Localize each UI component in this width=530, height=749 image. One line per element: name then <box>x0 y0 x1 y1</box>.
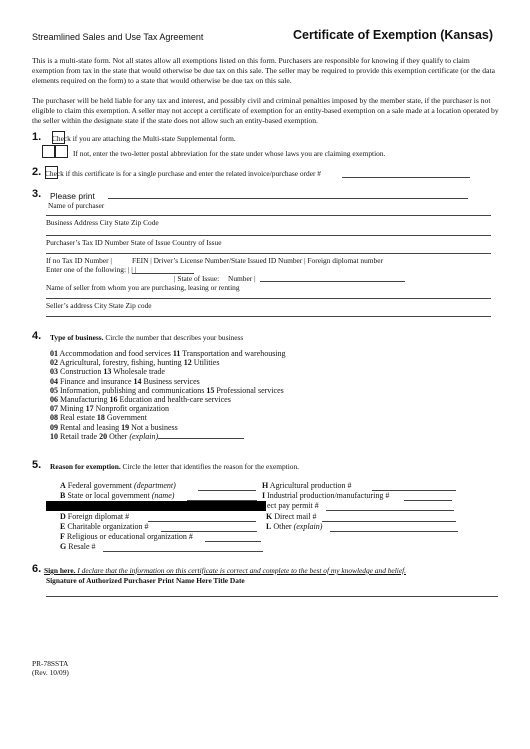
section-1-line2: If not, enter the two-letter postal abbreviation for the state under whose laws you are claiming exemption. <box>73 149 386 158</box>
business-label: Utilities <box>191 358 220 368</box>
section-1-line1: Check if you are attaching the Multi-state Supplemental form. <box>52 134 236 143</box>
reason-a-text: Federal government <box>65 481 134 490</box>
declaration-text: I declare that the information on this certificate is correct and complete to the best of my knowledge and belief. <box>75 566 407 575</box>
business-label: Other <box>107 431 130 441</box>
business-code: 09 <box>50 422 58 432</box>
reason-k[interactable] <box>266 512 316 521</box>
business-type-row[interactable] <box>50 413 147 422</box>
signature-fields-label: Signature of Authorized Purchaser Print Name Here Title Date <box>46 576 245 585</box>
other-explain-line[interactable] <box>158 432 244 439</box>
business-code: 19 <box>121 422 130 432</box>
reason-a-letter: A <box>60 481 66 490</box>
reason-d-text: Foreign diplomat # <box>65 512 130 521</box>
intro-paragraph-2: The purchaser will be held liable for any tax and interest, and possibly civil and criminal penalties imposed by the member state, if the purchaser is not eligible to claim this exemption. A seller may not accept a certificate of exemption for an entity-based exemption on a sale made at a location operated by the seller within the designate state if the state does not allow such an entity-based exemption. <box>32 96 499 125</box>
name-of-purchaser-label: Name of purchaser <box>48 201 105 210</box>
reason-l-line[interactable] <box>330 531 458 532</box>
please-print-label: Please print <box>50 191 95 201</box>
type-of-business-heading: Type of business. <box>50 333 104 342</box>
business-type-row[interactable] <box>50 404 169 413</box>
reason-c-line[interactable] <box>326 510 454 511</box>
business-type-row[interactable] <box>50 367 165 376</box>
business-label: Construction <box>58 367 104 377</box>
business-label: Finance and insurance <box>58 376 134 386</box>
reason-e-letter: E <box>60 522 66 531</box>
business-label: Education and health-care services <box>117 395 231 404</box>
section-2-number: 2. <box>32 166 42 178</box>
reason-b-hint: (name) <box>151 491 175 500</box>
reason-h-letter: H <box>262 481 269 490</box>
reason-f-letter: F <box>60 532 65 541</box>
reason-g-letter: G <box>60 542 67 551</box>
reason-g[interactable] <box>60 542 96 551</box>
reason-i-line[interactable] <box>404 500 452 501</box>
seller-address-label: Seller’s address City State Zip code <box>46 301 152 310</box>
number-label: Number | <box>228 274 256 283</box>
business-code: 04 <box>50 376 58 386</box>
business-code: 17 <box>85 404 94 414</box>
business-code: 11 <box>172 349 181 358</box>
reason-g-line[interactable] <box>103 551 263 552</box>
business-address-label: Business Address City State Zip Code <box>46 218 159 227</box>
redaction-bar <box>46 501 266 511</box>
reason-d-line[interactable] <box>148 521 256 522</box>
business-label: Information, publishing and communications <box>58 385 207 395</box>
business-label: Retail trade <box>58 431 100 441</box>
reason-a-hint: (department) <box>133 481 176 490</box>
business-label: Agricultural, forestry, fishing, hunting <box>58 358 184 368</box>
business-code: 07 <box>50 404 58 414</box>
business-type-row[interactable] <box>50 377 200 386</box>
seller-name-line[interactable] <box>46 298 491 299</box>
reason-h[interactable] <box>262 481 352 490</box>
business-code: 01 <box>50 349 58 358</box>
reason-b-letter: B <box>60 491 66 500</box>
reason-g-text: Resale # <box>66 542 96 551</box>
business-label: Accommodation and food services <box>58 349 173 358</box>
reason-l-letter: L <box>266 522 272 531</box>
reason-e-text: Charitable organization # <box>65 522 149 531</box>
state-abbrev-box-2[interactable] <box>55 145 68 158</box>
business-label: Manufacturing <box>58 395 110 404</box>
business-label: Not a business <box>129 422 178 432</box>
reason-a[interactable] <box>60 481 176 490</box>
section-4-heading-line <box>50 333 243 342</box>
reason-l[interactable] <box>266 522 322 531</box>
reason-i-text: Industrial production/manufacturing # <box>265 491 390 500</box>
business-code: 16 <box>109 395 118 404</box>
reason-b[interactable] <box>60 491 174 500</box>
business-code: 13 <box>103 367 112 377</box>
state-of-issue-label: | State of Issue: <box>174 274 220 283</box>
business-type-row[interactable] <box>50 423 178 432</box>
reason-h-text: Agricultural production # <box>268 481 352 490</box>
state-abbrev-box-1[interactable] <box>42 145 55 158</box>
business-label: Professional services <box>214 385 284 395</box>
business-label: Mining <box>58 404 86 414</box>
business-label: Nonprofit organization <box>93 404 169 414</box>
reason-i[interactable] <box>262 491 389 500</box>
business-label: Government <box>104 413 147 423</box>
business-code: 05 <box>50 385 58 395</box>
reason-f-line[interactable] <box>205 541 261 542</box>
business-code: 10 <box>50 431 58 441</box>
section-4-number: 4. <box>32 330 42 342</box>
section-6-number: 6. <box>32 563 42 575</box>
reason-heading: Reason for exemption. <box>50 462 121 471</box>
business-label: Transportation and warehousing <box>180 349 286 358</box>
section-3-number: 3. <box>32 188 42 200</box>
other-explain-hint: (explain) <box>129 431 159 441</box>
tax-id-label: Purchaser’s Tax ID Number State of Issue Country of Issue <box>46 238 222 247</box>
reason-d-letter: D <box>60 512 66 521</box>
business-code: 12 <box>183 358 192 368</box>
tax-id-line[interactable] <box>46 235 491 236</box>
reason-i-letter: I <box>262 491 266 500</box>
business-code: 08 <box>50 413 58 423</box>
section-2-text: Check if this certificate is for a single purchase and enter the related invoice/purchase order # <box>45 169 322 178</box>
enter-one-label: Enter one of the following: | | | <box>46 265 137 274</box>
form-number: PR-78SSTA <box>32 659 69 668</box>
business-code: 02 <box>50 358 58 368</box>
reason-k-letter: K <box>266 512 273 521</box>
business-type-row[interactable] <box>50 395 231 404</box>
reason-c-tail: ect pay permit # <box>267 501 319 510</box>
business-code: 15 <box>206 385 215 395</box>
business-type-row[interactable] <box>50 349 286 358</box>
reason-d[interactable] <box>60 512 129 521</box>
reason-l-hint: (explain) <box>293 522 323 531</box>
number-line[interactable] <box>260 281 405 282</box>
section-5-number: 5. <box>32 459 42 471</box>
business-code: 06 <box>50 395 58 404</box>
business-address-line[interactable] <box>46 215 491 216</box>
type-of-business-instruction: Circle the number that describes your business <box>103 333 244 342</box>
business-label: Rental and leasing <box>58 422 122 432</box>
seller-address-line[interactable] <box>46 316 491 317</box>
reason-l-text: Other <box>271 522 294 531</box>
section-6-declaration-line <box>44 566 406 575</box>
reason-k-text: Direct mail # <box>272 512 317 521</box>
business-code: 14 <box>133 376 142 386</box>
business-type-row[interactable] <box>50 432 244 441</box>
business-code: 20 <box>99 431 108 441</box>
business-label: Real estate <box>58 413 97 423</box>
business-type-row[interactable] <box>50 358 219 367</box>
business-code: 18 <box>96 413 105 423</box>
reason-instruction: Circle the letter that identifies the reason for the exemption. <box>120 462 300 471</box>
reason-f[interactable] <box>60 532 193 541</box>
reason-a-line[interactable] <box>198 490 256 491</box>
intro-paragraph-1: This is a multi-state form. Not all states allow all exemptions listed on this form. Purchasers are responsible for knowing if they qualify to claim exemption from tax in the state that would otherwise be due tax on this sale. The seller may be required to provide this exemption certificate (or the data elements required on the form) to a state that would otherwise be due tax on this sale. <box>32 56 495 85</box>
section-5-heading-line <box>50 462 299 471</box>
seller-name-label: Name of seller from whom you are purchasing, leasing or renting <box>46 283 240 292</box>
business-code: 03 <box>50 367 58 377</box>
sign-here-label: Sign here. <box>44 566 76 575</box>
invoice-number-line[interactable] <box>342 177 470 178</box>
form-revision: (Rev. 10/09) <box>32 668 69 677</box>
section-1-number: 1. <box>32 131 42 143</box>
business-type-row[interactable] <box>50 386 284 395</box>
purchaser-name-line[interactable] <box>108 198 468 199</box>
reason-k-line[interactable] <box>322 521 456 522</box>
signature-line[interactable] <box>46 596 498 597</box>
reason-e[interactable] <box>60 522 149 531</box>
no-tax-id-line[interactable] <box>46 253 491 254</box>
reason-f-text: Religious or educational organization # <box>64 532 193 541</box>
business-label: Business services <box>141 376 200 386</box>
no-tax-id-label: If no Tax ID Number | <box>46 256 112 265</box>
header-left-title: Streamlined Sales and Use Tax Agreement <box>32 32 204 42</box>
reason-b-text: State or local government <box>65 491 152 500</box>
fein-options-label: FEIN | Driver’s License Number/State Issued ID Number | Foreign diplomat number <box>132 256 383 265</box>
business-label: Wholesale trade <box>111 367 165 377</box>
header-right-title: Certificate of Exemption (Kansas) <box>293 28 494 42</box>
